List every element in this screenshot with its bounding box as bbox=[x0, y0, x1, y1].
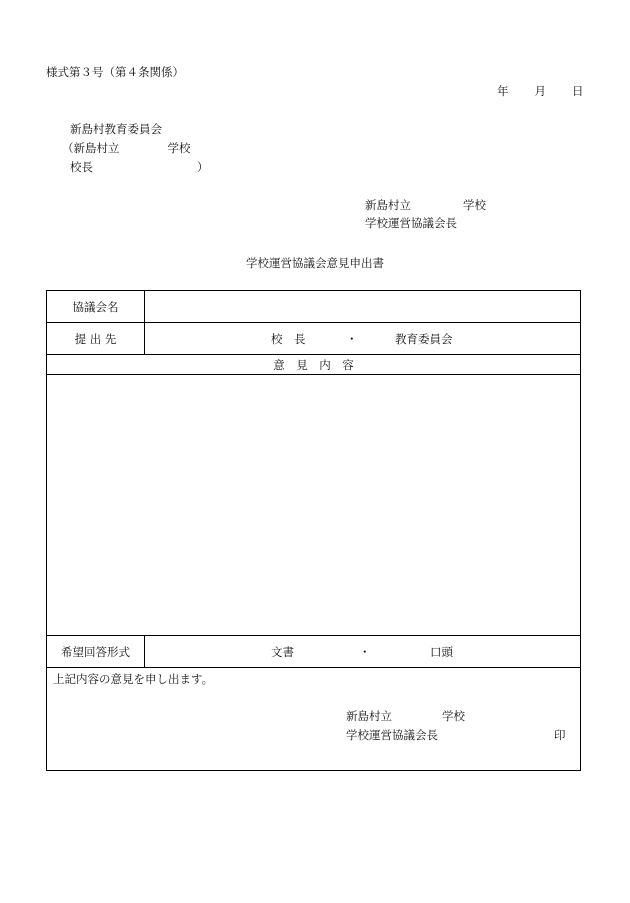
response-separator: ・ bbox=[359, 645, 371, 659]
addressee-board: 新島村教育委員会 bbox=[70, 122, 162, 136]
submit-to-principal-option[interactable]: 校 長 bbox=[271, 332, 306, 346]
seal-mark: 印 bbox=[554, 728, 566, 742]
submit-to-separator: ・ bbox=[346, 332, 358, 346]
row-divider bbox=[47, 667, 580, 668]
row-divider bbox=[47, 354, 580, 355]
signature-school-line bbox=[346, 709, 465, 723]
submit-to-board-option[interactable]: 教育委員会 bbox=[395, 332, 453, 346]
sender-school-line bbox=[365, 198, 486, 212]
signature-chair: 学校運営協議会長 bbox=[346, 728, 438, 742]
opinion-form-table bbox=[46, 290, 581, 771]
date-day-label: 日 bbox=[572, 84, 584, 98]
column-divider bbox=[144, 291, 145, 354]
form-number: 様式第３号（第４条関係） bbox=[46, 65, 184, 79]
date-month-label: 月 bbox=[534, 84, 546, 98]
response-oral-option[interactable]: 口頭 bbox=[430, 645, 453, 659]
row-divider bbox=[47, 374, 580, 375]
response-format-label: 希望回答形式 bbox=[61, 645, 130, 659]
date-line bbox=[497, 84, 584, 98]
signature-school-suffix: 学校 bbox=[442, 709, 465, 723]
row-divider bbox=[47, 322, 580, 323]
response-document-option[interactable]: 文書 bbox=[271, 645, 294, 659]
date-year-label: 年 bbox=[497, 84, 509, 98]
council-name-label: 協議会名 bbox=[72, 300, 119, 314]
addressee-close-paren: ） bbox=[197, 160, 209, 174]
statement-text: 上記内容の意見を申し出ます。 bbox=[53, 672, 214, 686]
signature-village: 新島村立 bbox=[346, 709, 392, 723]
addressee-principal: 校長 bbox=[70, 160, 93, 174]
submit-to-label: 提 出 先 bbox=[74, 332, 117, 346]
opinion-content-header: 意 見 内 容 bbox=[273, 358, 354, 372]
opinion-content-area[interactable] bbox=[53, 381, 574, 629]
addressee-school-line bbox=[62, 141, 191, 155]
document-title: 学校運営協議会意見申出書 bbox=[246, 256, 384, 270]
sender-chair: 学校運営協議会長 bbox=[365, 216, 457, 230]
addressee-principal-line bbox=[70, 160, 209, 174]
sender-school-suffix: 学校 bbox=[463, 198, 486, 212]
sender-village: 新島村立 bbox=[365, 198, 411, 212]
addressee-village-school: （新島村立 bbox=[62, 141, 120, 155]
row-divider bbox=[47, 635, 580, 636]
addressee-school-suffix: 学校 bbox=[167, 141, 191, 155]
column-divider bbox=[144, 635, 145, 667]
